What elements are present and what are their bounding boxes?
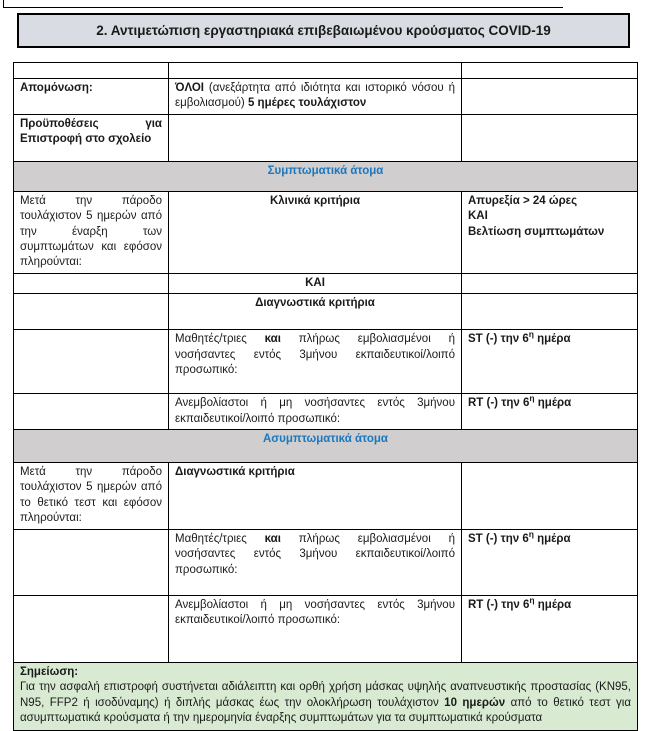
row-diagnostic-header-asymptomatic — [14, 463, 638, 530]
row-band-asymptomatic — [14, 430, 638, 463]
result-text-end: ημέρα — [537, 397, 572, 410]
result-superscript: η — [528, 529, 534, 539]
isolation-value — [169, 79, 462, 115]
criteria-line: Βελτίωση συμπτωμάτων — [468, 225, 605, 238]
isolation-min-days: 5 ημέρες τουλάχιστον — [247, 97, 367, 110]
result-text-end: ημέρα — [537, 598, 572, 611]
asymptomatic-vaccinated-text — [169, 529, 462, 595]
row-symptomatic-unvaccinated — [14, 394, 638, 430]
result-superscript: η — [529, 393, 535, 404]
result-text: ST (-) την 6 — [468, 333, 529, 346]
empty-cell — [14, 330, 169, 394]
note-body-start: Για την ασφαλή επιστροφή συστήνεται αδιάλειπτη και ορθή χρήση μάσκας υψηλής αναπνευστικής προστασίας (ΚΝ95, Ν95, FFP2 ή ισοδύναμης) ή διπλής μάσκας έως την ολοκλήρωση τουλάχιστον — [20, 681, 631, 709]
spacer-cell — [14, 63, 169, 79]
note-cell — [14, 662, 638, 730]
empty-cell — [462, 79, 638, 115]
diagnostic-criteria-header-asymptomatic: Διαγνωστικά κριτήρια — [169, 463, 462, 530]
empty-cell — [169, 114, 462, 161]
empty-cell — [14, 273, 169, 293]
vaccinated-and: και — [264, 532, 281, 545]
note-heading: Σημείωση: — [20, 665, 79, 678]
asymptomatic-intro: Μετά την πάροδο τουλάχιστον 5 ημερών από το θετικό τεστ και εφόσον πληρούνται: — [14, 463, 169, 530]
return-preconditions-label: Προϋποθέσεις για Επιστροφή στο σχολείο — [14, 114, 169, 161]
isolation-all-caps: ΌΛΟΙ — [175, 82, 204, 94]
section-title-box — [17, 13, 630, 48]
result-text-end: ημέρα — [537, 333, 571, 346]
empty-cell — [462, 114, 638, 161]
symptomatic-unvaccinated-result — [462, 394, 638, 430]
empty-cell — [14, 394, 169, 430]
row-clinical-criteria — [14, 191, 638, 273]
section-band-asymptomatic: Ασυμπτωματικά άτομα — [14, 430, 638, 463]
row-isolation — [14, 79, 638, 115]
section-title: 2. Αντιμετώπιση εργαστηριακά επιβεβαιωμένου κρούσματος COVID-19 — [96, 23, 551, 38]
vaccinated-and: και — [264, 333, 281, 346]
section-band-symptomatic: Συμπτωματικά άτομα — [14, 161, 638, 191]
row-diagnostic-header-symptomatic — [14, 294, 638, 330]
clinical-criteria-values — [462, 191, 638, 273]
symptomatic-intro: Μετά την πάροδο τουλάχιστον 5 ημερών από την έναρξη των συμπτωμάτων και εφόσον πληρούνται: — [14, 191, 169, 273]
row-asymptomatic-vaccinated — [14, 529, 638, 595]
criteria-line: Απυρεξία > 24 ώρες — [468, 194, 578, 207]
cropped-table-remnant-line — [3, 7, 563, 8]
isolation-parenthetical: (ανεξάρτητα από ιδιότητα και ιστορικό νόσου ή εμβολιασμού) — [175, 82, 455, 110]
empty-cell — [462, 463, 638, 530]
isolation-label: Απομόνωση: — [14, 79, 169, 115]
spacer-row — [14, 63, 638, 79]
result-text: ST (-) την 6 — [468, 532, 529, 545]
symptomatic-unvaccinated-text: Ανεμβολίαστοι ή μη νοσήσαντες εντός 3μήνου εκπαιδευτικοί/λοιπό προσωπικό: — [169, 394, 462, 430]
criteria-line: ΚΑΙ — [468, 210, 488, 223]
row-symptomatic-vaccinated — [14, 330, 638, 394]
empty-cell — [462, 294, 638, 330]
row-return-preconditions — [14, 114, 638, 161]
note-bold-days: 10 ημερών — [444, 696, 506, 709]
spacer-cell — [462, 63, 638, 79]
diagnostic-criteria-header: Διαγνωστικά κριτήρια — [169, 294, 462, 330]
result-text: RT (-) την 6 — [468, 598, 530, 611]
row-band-symptomatic — [14, 161, 638, 191]
cropped-table-remnant-edge — [3, 0, 4, 8]
clinical-criteria-header: Κλινικά κριτήρια — [169, 191, 462, 273]
vaccinated-pre: Μαθητές/τριες — [175, 333, 247, 346]
result-superscript: η — [529, 595, 535, 605]
symptomatic-vaccinated-result — [462, 330, 638, 394]
covid-case-table — [13, 62, 638, 731]
asymptomatic-unvaccinated-text: Ανεμβολίαστοι ή μη νοσήσαντες εντός 3μήνου εκπαιδευτικοί/λοιπό προσωπικό: — [169, 595, 462, 662]
spacer-cell — [169, 63, 462, 79]
note-body — [20, 680, 631, 726]
note-body-end: από το θετικό τεστ για ασυμπτωματικά κρούσματα ή την ημερομηνία έναρξης συμπτωμάτων για τα συμπτωματικά κρούσματα — [20, 696, 631, 724]
row-and-connector — [14, 273, 638, 293]
vaccinated-pre: Μαθητές/τριες — [175, 532, 247, 545]
result-text: RT (-) την 6 — [468, 397, 530, 410]
empty-cell — [14, 529, 169, 595]
asymptomatic-vaccinated-result — [462, 529, 638, 595]
and-connector: ΚΑΙ — [169, 273, 462, 293]
row-asymptomatic-unvaccinated — [14, 595, 638, 662]
empty-cell — [462, 273, 638, 293]
vaccinated-post: πλήρως εμβολιασμένοι ή νοσήσαντες εντός 3μήνου εκπαιδευτικοί/λοιπό προσωπικό: — [175, 333, 455, 377]
asymptomatic-unvaccinated-result — [462, 595, 638, 662]
empty-cell — [14, 294, 169, 330]
row-note — [14, 662, 638, 730]
symptomatic-vaccinated-text — [169, 330, 462, 394]
vaccinated-post: πλήρως εμβολιασμένοι ή νοσήσαντες εντός 3μήνου εκπαιδευτικοί/λοιπό προσωπικό: — [175, 532, 455, 576]
result-superscript: η — [528, 329, 534, 340]
empty-cell — [14, 595, 169, 662]
result-text-end: ημέρα — [537, 532, 571, 545]
